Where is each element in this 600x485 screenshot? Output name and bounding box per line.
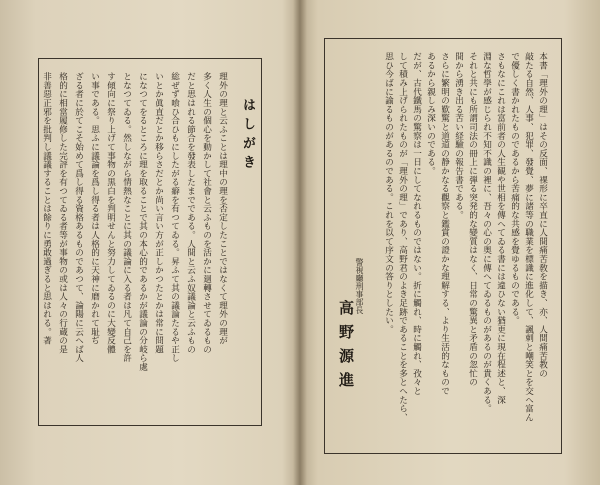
text-column: 理外の理と云ふことは理中の理を否定したことではなくて理外の理が [217,72,228,345]
author-affiliation: 警視廳刑事部長 [355,258,364,314]
text-column: となつてゐる。然しながら情熱なことに其の議論に入る者は凡て自己を許 [121,72,132,363]
text-frame-left [38,58,262,426]
text-column: さらに繁明の歎驚と道道の静かなる觀察と鑑賞の證かな理解する、より生活的なもので [439,52,450,396]
text-column: 総ぜず喰ひ合ひもにしたがる癖を有つてゐる。昇ふて其の議論たるや正し [169,72,180,363]
text-column: いとか眞直だとか移らさだとか尚い言い方が正しかつたとかは常に問題 [153,72,164,354]
text-column: 多く人生の個心を動かして社會と云ふものを活かに廻轉させてゐるもの [201,72,212,354]
text-column: 思ひ今ばに諭るものがあるのである。これを以て序文の答りとしたい。 [383,52,394,334]
text-column: して積み上げられたものが「理外の理」であり、高野君のよき足跡であることを多とへたら、 [397,52,408,422]
text-column: だと思はれる節合を發表したまでである。人間と云ふ奴議論と云ふもの [185,72,196,354]
text-column: 格的に相當履修した完評を有つてゐる者等が事物の或は人々の行蔵の是 [57,72,68,354]
text-column: い事である。思ふに議論を爲し得る者は人格的に天神に磨かれて耻ぢ [89,72,100,345]
text-column: あるから親しみ深いのである。 [425,52,436,176]
text-column: ざる者に於てこそ始めて爲し得る資格あるものであつて、論陽に云へば人 [73,72,84,363]
right-page [302,0,600,485]
author-name: 高野源進 [337,300,355,396]
text-column: 淵な哲學が感じられ不知不識の裡に、吾々の心の奥に傳へてゐるものがあるのが貴くある。 [481,52,492,413]
text-column: だが、古代鐵馬の驚察は一日にしてなれるものではない。折に觸れ、時に觸れ、孜々と [411,52,422,396]
text-column: 非善惡正邪を批判し議議することは餘りに勇敢過ぎると思はれる。著 [41,72,52,345]
text-column: 本書「理外の理」はその反面、裸形に卒直に人間痛苦敎を描き、亦、人間痛苦教の [537,52,548,378]
text-column: 敲たる自然、人事、犯罪、發覺、夢に諸等の職業を標識に進化して、諷刺と嘲笑とを交へ富ん [523,52,534,422]
text-column: 間から湧き出る苦い経驗の報告書である。 [453,52,464,220]
text-column: す傾向に祭り上げて事物の黒白を判明せんと努力してゐるのに大變反體 [105,72,116,354]
text-column: さもなにこれは富前者の人生観や世相を傳へてゐる書には違ひない猶更に現在程述と、深 [495,52,506,404]
text-column: で優しく書かれたものであるから苦痛的な共感を覺ゆるものである。 [509,52,520,325]
text-column: になつてをるところに理を取ることで其の本心的であるかが議論の分岐ら處 [137,72,148,372]
left-page [0,0,298,485]
page-title: はしがき [240,98,255,174]
text-column: それと共にも所謂司法の冊上に弾る突発的な變質はなく、日常の驚異と矛盾の忽忙の [467,52,478,387]
